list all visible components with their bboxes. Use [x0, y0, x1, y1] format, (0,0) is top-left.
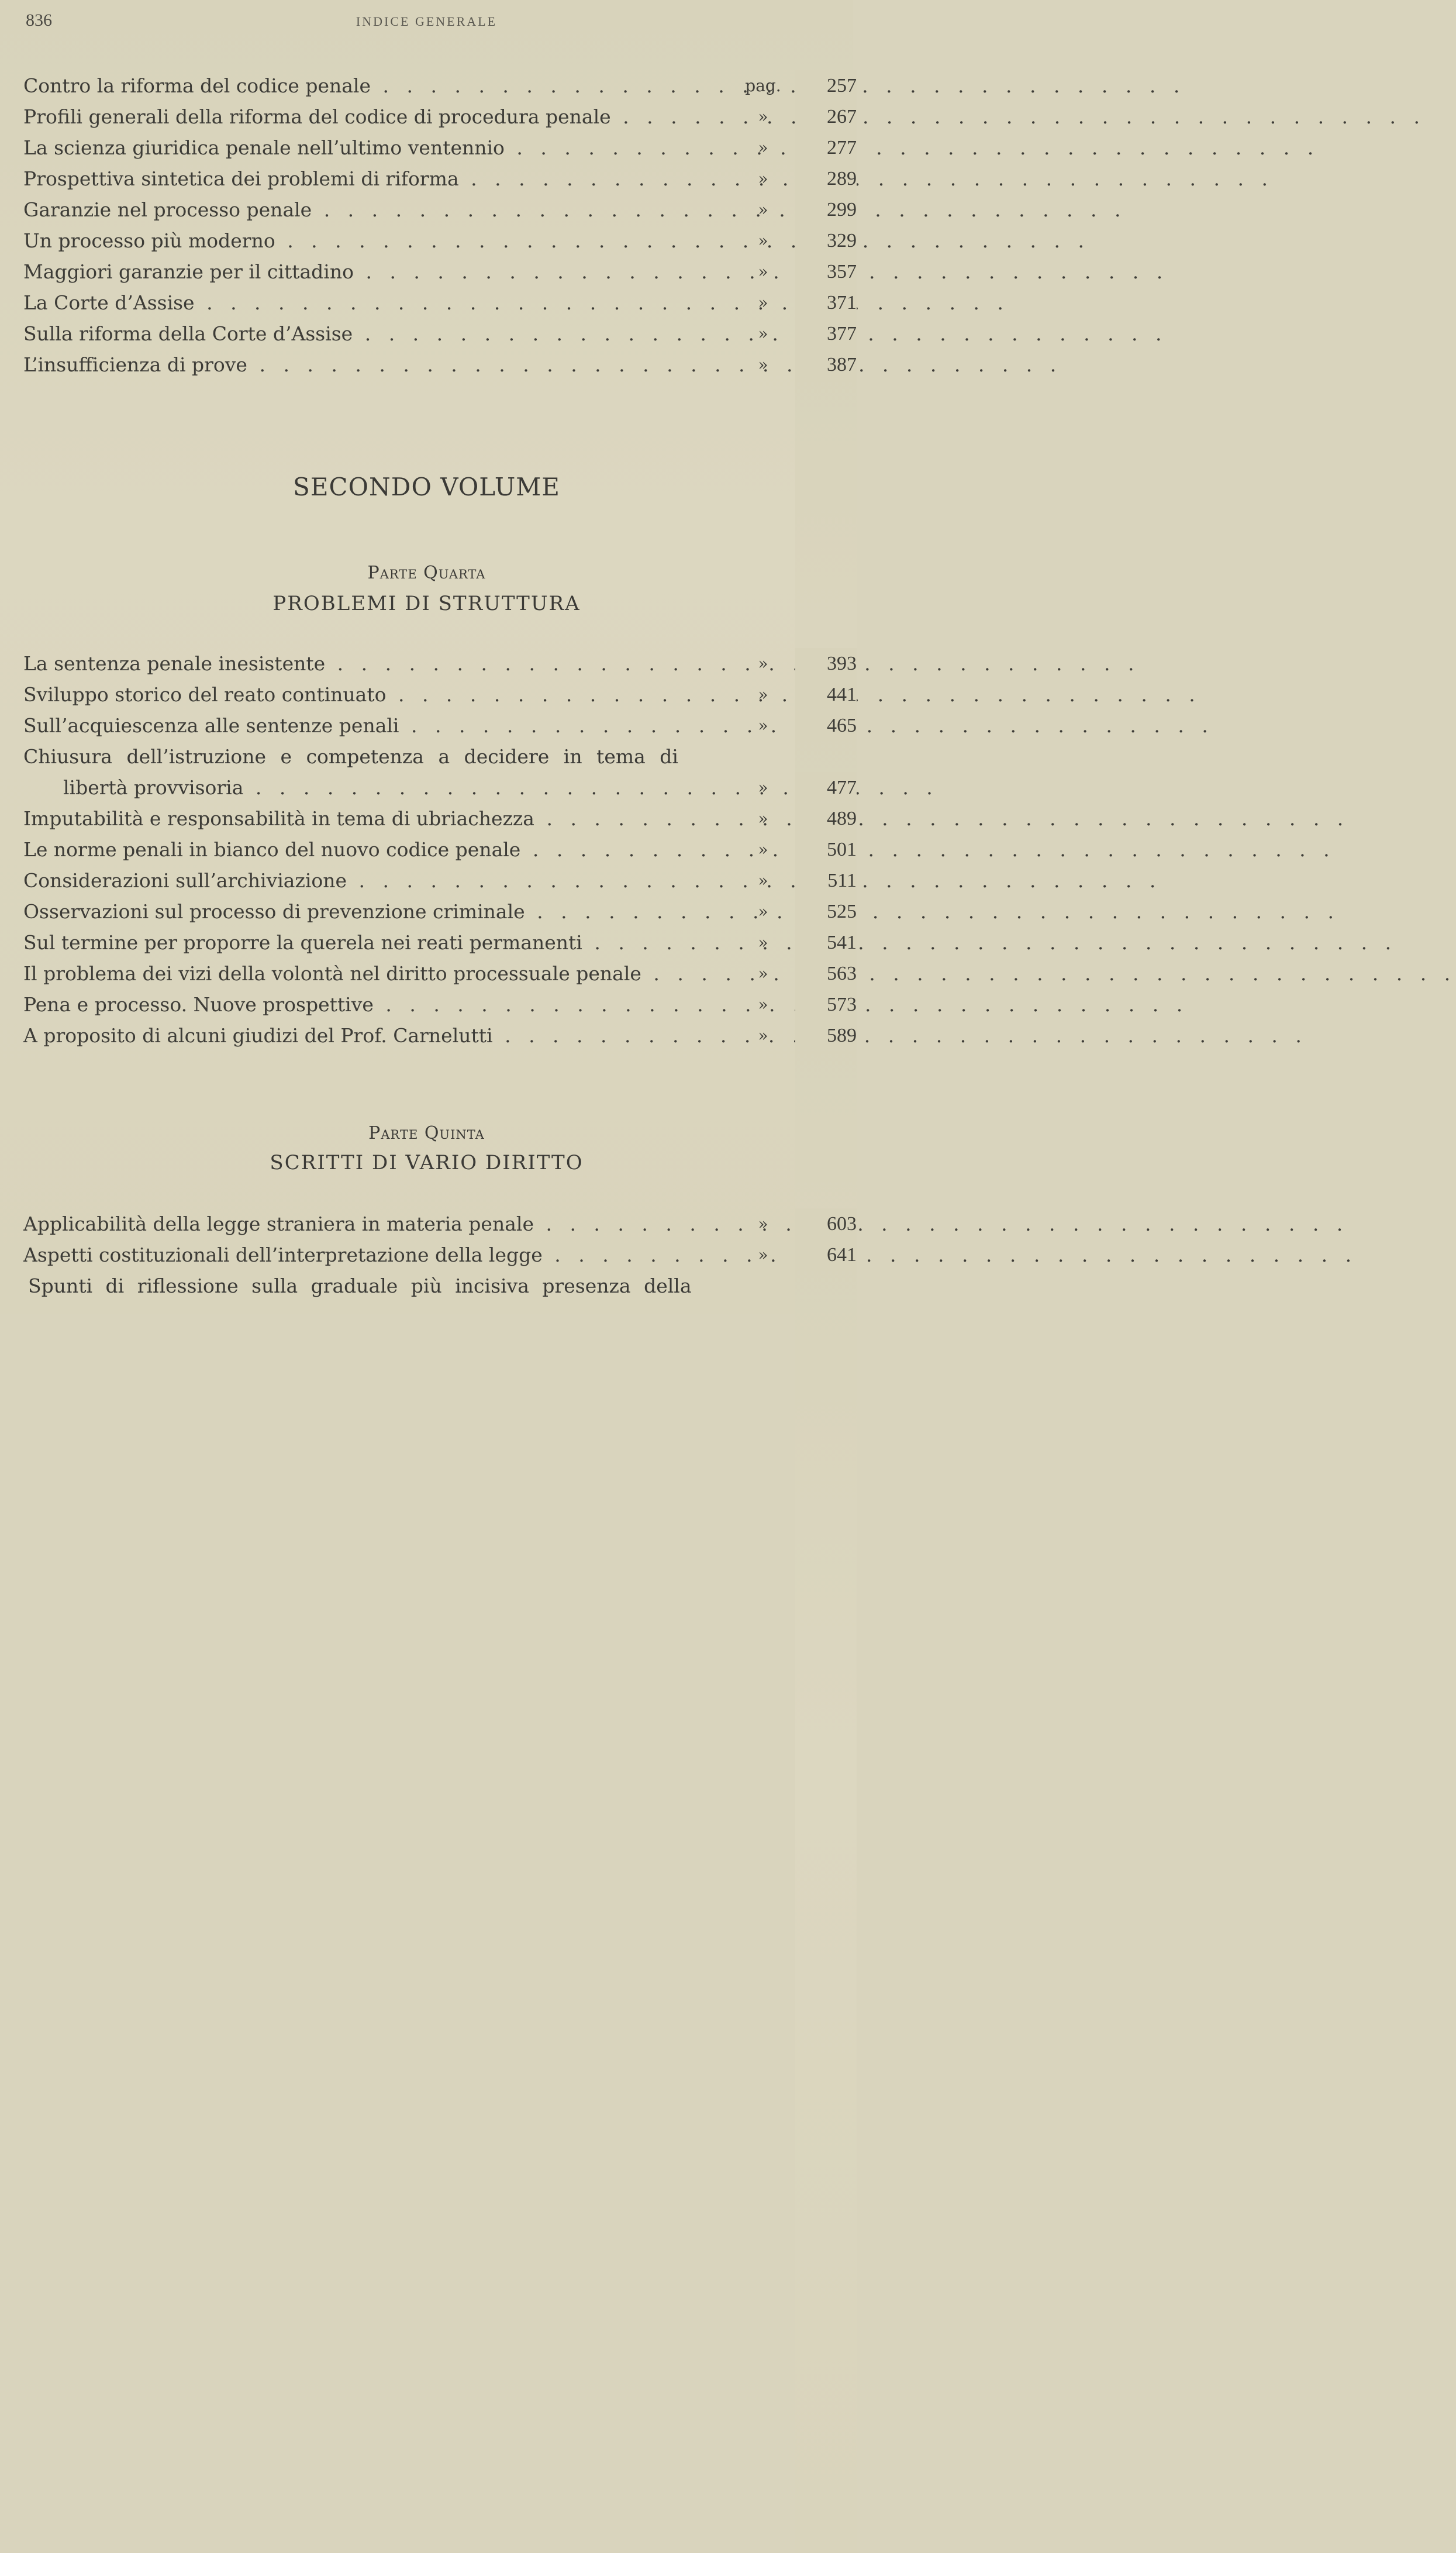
toc-entry-title-line2: libertà provvisoria . .	[63, 772, 722, 803]
toc-entry[interactable]	[23, 896, 857, 927]
toc-entry-label: »	[758, 778, 768, 797]
part-five-title: SCRITTI DI VARIO DIRITTO	[270, 1151, 584, 1174]
toc-entry-page: 541	[795, 927, 857, 2241]
toc-entry[interactable]	[23, 225, 857, 256]
toc-entry-title: Sulla riforma della Corte d’Assise . .	[23, 318, 722, 349]
toc-entry-title: Applicabilità della legge straniera in materia penale . .	[23, 1208, 722, 1239]
toc-entry-label: »	[758, 231, 768, 250]
toc-entry-title: Contro la riforma del codice penale . .	[23, 70, 722, 101]
toc-entry-page: 501	[795, 834, 857, 2148]
toc-entry-title: Aspetti costituzionali dell’interpretazione della legge . .	[23, 1239, 722, 1270]
toc-entry[interactable]	[23, 648, 857, 679]
toc-entry-page: 299	[795, 194, 857, 1508]
toc-entry-title: Un processo più moderno . .	[23, 225, 722, 256]
toc-entry-title: Imputabilità e responsabilità in tema di ubriachezza . .	[23, 803, 722, 834]
toc-entry-title: Prospettiva sintetica dei problemi di riforma . .	[23, 163, 722, 194]
page-header	[26, 11, 827, 34]
toc-entry-label: »	[758, 809, 768, 828]
part-five-label: Parte Quinta	[368, 1123, 485, 1143]
book-page	[0, 0, 857, 1314]
toc-entry-page: 525	[795, 896, 857, 2210]
toc-entry-title: Le norme penali in bianco del nuovo codice penale . .	[23, 834, 722, 865]
toc-entry-page: 489	[795, 803, 857, 2117]
toc-entry[interactable]	[23, 679, 857, 710]
toc-entry-label: »	[758, 933, 768, 952]
toc-entry-label: »	[758, 964, 768, 983]
toc-entry-label: »	[758, 355, 768, 374]
toc-entry-label: »	[758, 200, 768, 219]
toc-entry-title: Considerazioni sull’archiviazione . .	[23, 865, 722, 896]
toc-entry-page: 589	[795, 1020, 857, 2334]
toc-entry[interactable]	[23, 803, 857, 834]
toc-entry-label: »	[758, 902, 768, 921]
toc-entry-label: »	[758, 324, 768, 343]
toc-entry-page: 641	[795, 1239, 857, 2553]
toc-entry-title: Sull’acquiescenza alle sentenze penali . .	[23, 710, 722, 741]
toc-entry-label: »	[758, 138, 768, 157]
toc-entry-page: 329	[795, 225, 857, 1539]
toc-entry[interactable]	[23, 927, 857, 958]
toc-entry-page: 563	[795, 958, 857, 2272]
toc-entry-label: »	[758, 169, 768, 188]
volume-title: SECONDO VOLUME	[293, 473, 560, 501]
toc-entry-label: pag.	[745, 76, 781, 95]
toc-entry-label: »	[758, 871, 768, 890]
toc-section-first-volume	[23, 70, 857, 380]
toc-entry-title: Pena e processo. Nuove prospettive . .	[23, 989, 722, 1020]
toc-entry-label: »	[758, 107, 768, 126]
toc-entry-page: 289	[795, 163, 857, 1477]
toc-entry[interactable]	[23, 70, 857, 101]
toc-entry-page: 511	[795, 865, 857, 2179]
toc-entry-page: 277	[795, 132, 857, 1446]
toc-entry-title: Profili generali della riforma del codice di procedura penale . .	[23, 101, 722, 132]
part-four-title: PROBLEMI DI STRUTTURA	[272, 592, 581, 615]
toc-entry-title-line1: Chiusura dell’istruzione e competenza a decidere in tema di	[23, 745, 678, 768]
toc-entry-title: La scienza giuridica penale nell’ultimo ventennio . .	[23, 132, 722, 163]
part-four-label: Parte Quarta	[367, 563, 486, 583]
toc-entry[interactable]	[23, 834, 857, 865]
toc-entry-page: 477	[795, 772, 857, 2086]
toc-entry-title: Sviluppo storico del reato continuato . .	[23, 679, 722, 710]
toc-entry[interactable]	[23, 256, 857, 287]
toc-entry-title: Il problema dei vizi della volontà nel diritto processuale penale . .	[23, 958, 722, 989]
toc-entry-label: »	[758, 654, 768, 673]
toc-entry-title: Garanzie nel processo penale . .	[23, 194, 722, 225]
toc-entry-page: 603	[795, 1208, 857, 2522]
running-head: INDICE GENERALE	[356, 14, 498, 29]
toc-entry[interactable]	[23, 1239, 857, 1270]
toc-entry-title: La Corte d’Assise . .	[23, 287, 722, 318]
toc-entry-title: Maggiori garanzie per il cittadino . .	[23, 256, 722, 287]
toc-entry[interactable]	[23, 958, 857, 989]
toc-entry[interactable]	[23, 101, 857, 132]
toc-entry-label: »	[758, 1214, 768, 1234]
toc-entry-title: L’insufficienza di prove . .	[23, 349, 722, 380]
toc-entry-page: 393	[795, 648, 857, 1962]
toc-entry-label: »	[758, 685, 768, 704]
toc-entry-title: La sentenza penale inesistente . .	[23, 648, 722, 679]
toc-entry-title-partial: Spunti di riflessione sulla graduale più incisiva presenza della	[28, 1274, 692, 1297]
toc-entry-label: »	[758, 293, 768, 312]
toc-entry-title: Osservazioni sul processo di prevenzione criminale . .	[23, 896, 722, 927]
toc-section-part-five	[23, 1208, 857, 1301]
toc-entry-page: 257	[795, 70, 857, 1384]
toc-entry-label: »	[758, 995, 768, 1014]
toc-entry-title: Sul termine per proporre la querela nei reati permanenti . .	[23, 927, 722, 958]
toc-entry-label: »	[758, 1245, 768, 1265]
toc-entry-label: »	[758, 840, 768, 859]
page-number: 836	[26, 11, 52, 30]
toc-entry[interactable]	[23, 287, 857, 318]
toc-entry-multiline[interactable]	[23, 741, 857, 803]
toc-entry-label: »	[758, 1026, 768, 1045]
toc-entry[interactable]	[23, 194, 857, 225]
toc-entry[interactable]	[23, 132, 857, 163]
toc-entry-page: 357	[795, 256, 857, 1570]
toc-entry[interactable]	[23, 989, 857, 1020]
toc-entry-page: 377	[795, 318, 857, 1632]
toc-entry[interactable]	[23, 865, 857, 896]
toc-entry[interactable]	[23, 1020, 857, 1051]
toc-entry[interactable]	[23, 163, 857, 194]
toc-entry[interactable]	[23, 318, 857, 349]
toc-entry-page: 465	[795, 710, 857, 2024]
toc-entry[interactable]	[23, 710, 857, 741]
toc-entry[interactable]	[23, 1208, 857, 1239]
toc-entry[interactable]	[23, 349, 857, 380]
toc-entry-page: 371	[795, 287, 857, 1601]
toc-section-part-four	[23, 648, 857, 1051]
toc-entry-title: A proposito di alcuni giudizi del Prof. Carnelutti . .	[23, 1020, 722, 1051]
toc-entry-label: »	[758, 262, 768, 281]
toc-entry-page: 267	[795, 101, 857, 1415]
toc-entry-partial[interactable]	[23, 1270, 836, 1301]
toc-entry-page: 387	[795, 349, 857, 1663]
toc-entry-page: 573	[795, 989, 857, 2303]
toc-entry-page: 441	[795, 679, 857, 1993]
toc-entry-label: »	[758, 716, 768, 735]
